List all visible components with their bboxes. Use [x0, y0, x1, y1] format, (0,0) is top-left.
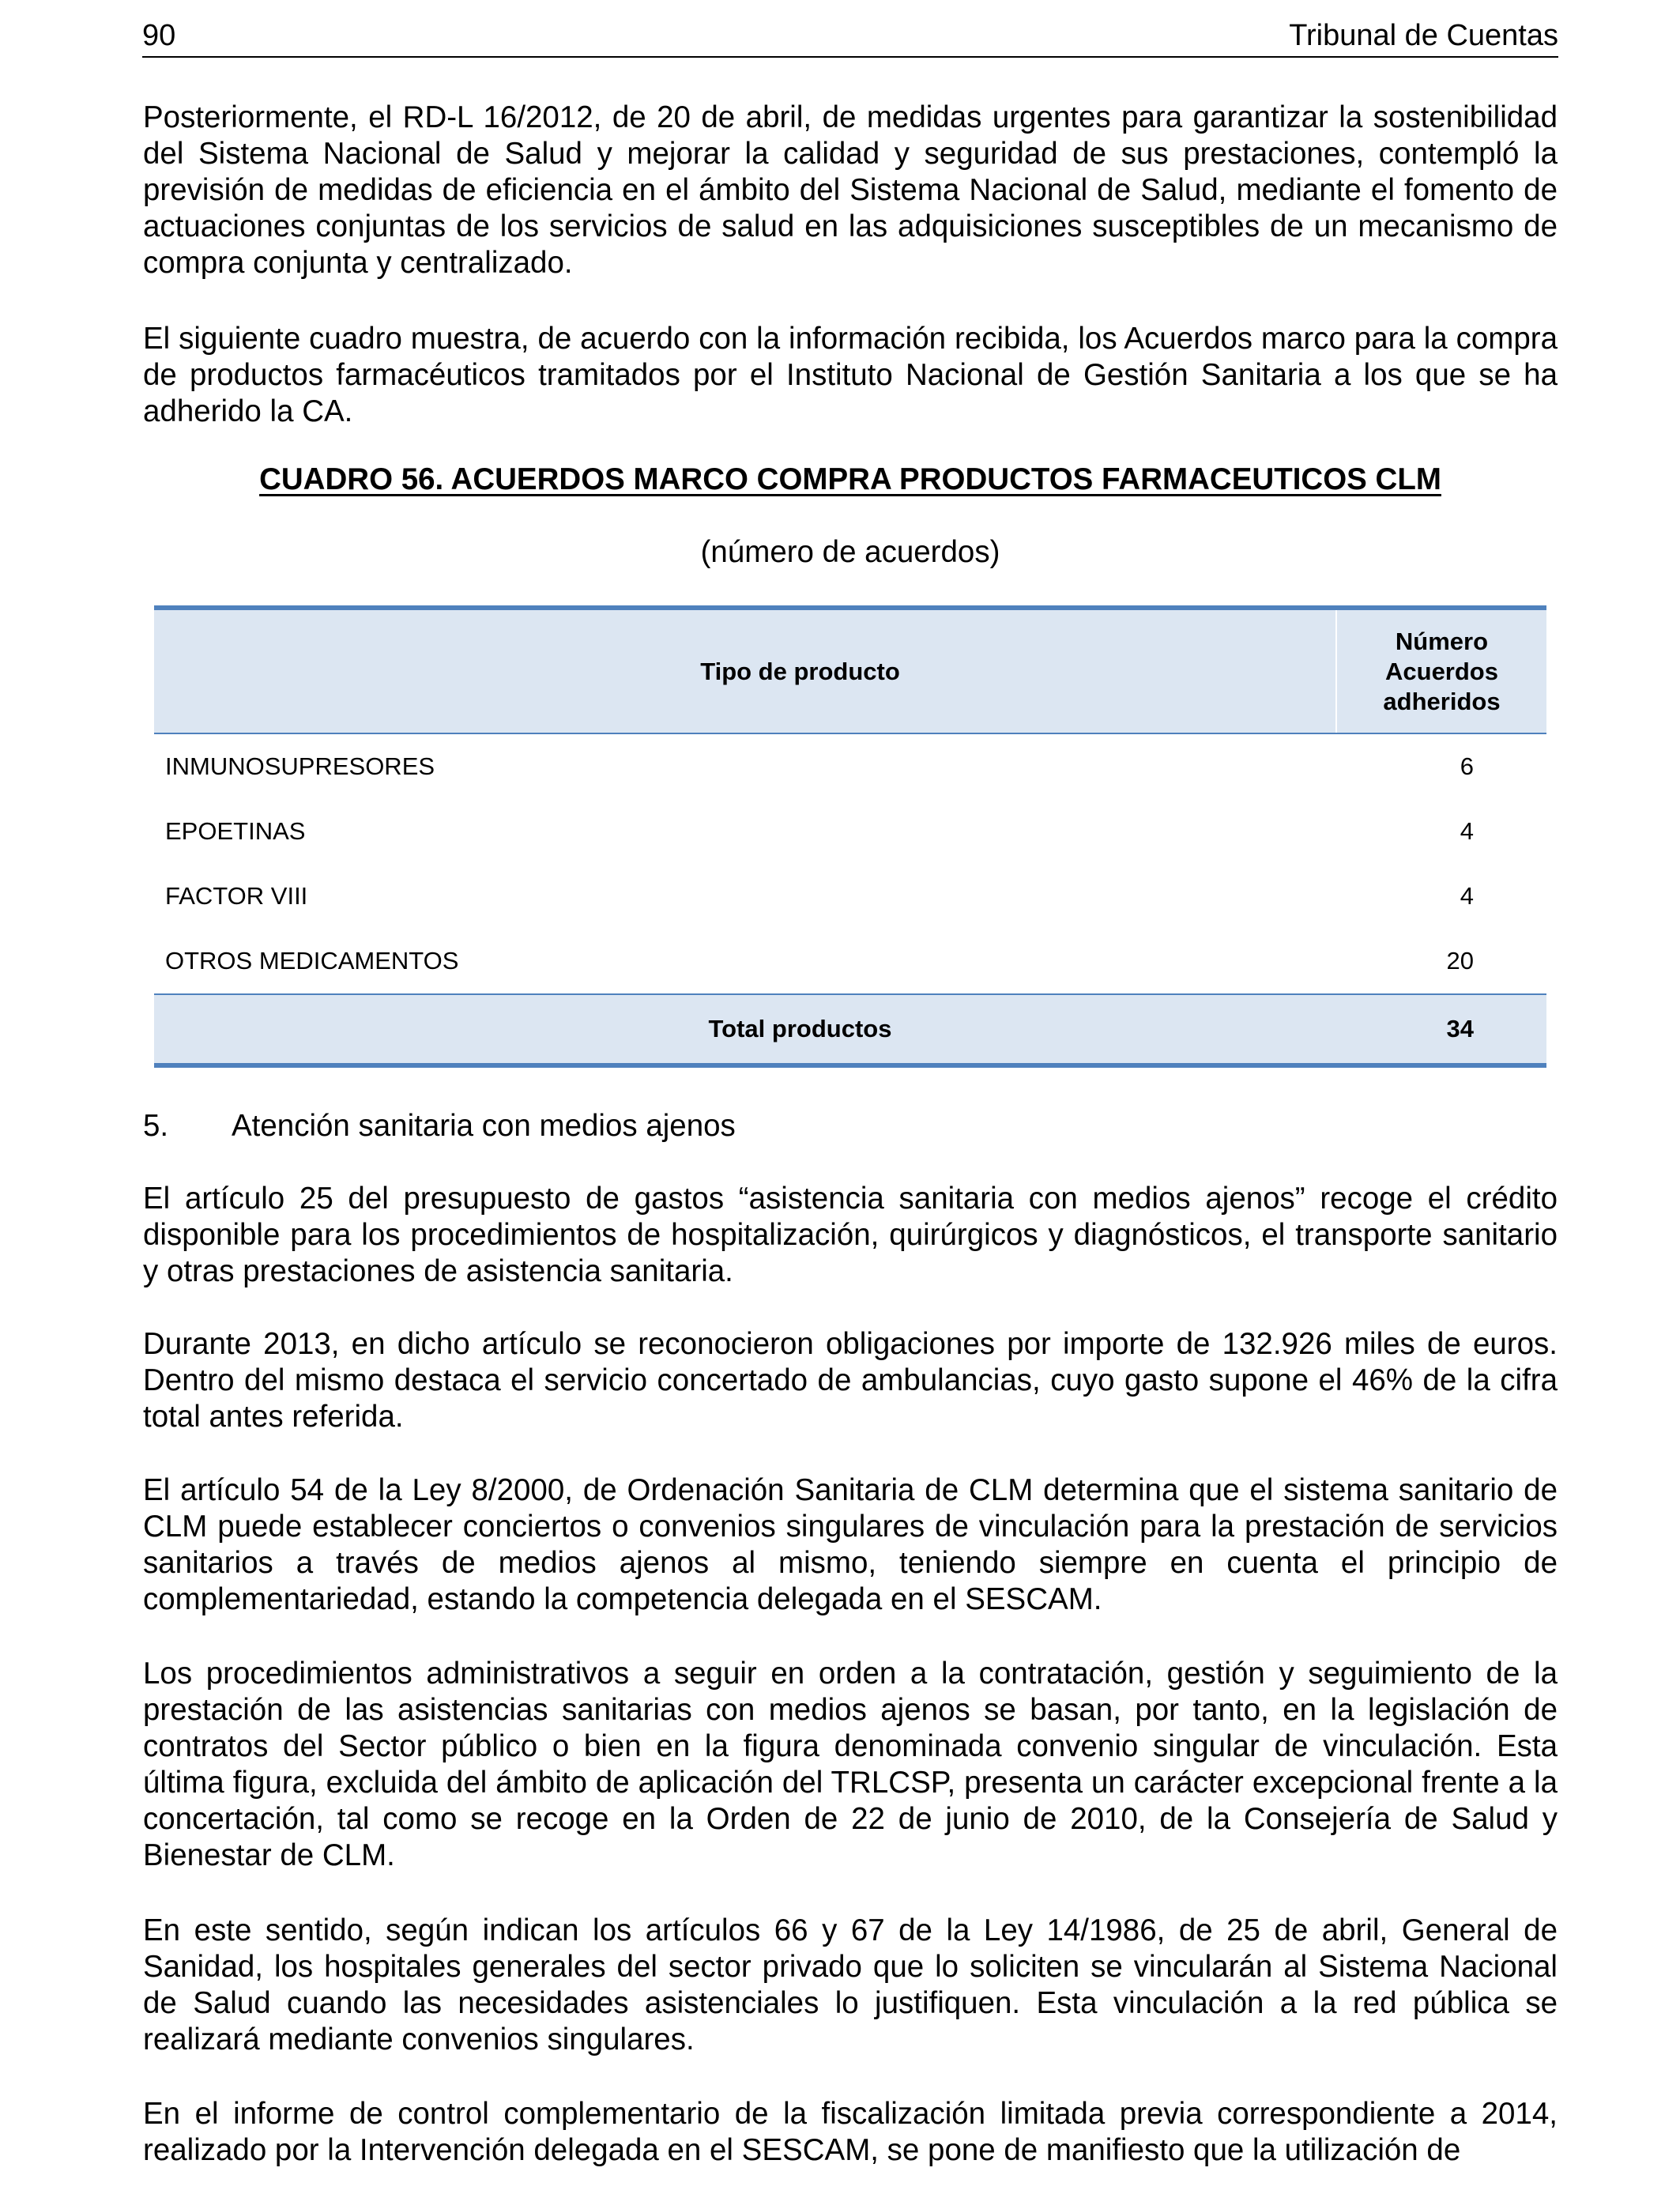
- table-subcaption: (número de acuerdos): [700, 535, 1000, 569]
- paragraph-durante-2013: Durante 2013, en dicho artículo se reconocieron obligaciones por importe de 132.926 miles de euros. Dentro del mismo destaca el servicio concertado de ambulancias, cuyo gasto supone el 46% de la cifra total antes referida.: [143, 1327, 1558, 1434]
- row-count: 20: [1446, 947, 1474, 974]
- table-row: [154, 799, 1546, 864]
- section-title: Atención sanitaria con medios ajenos: [232, 1109, 736, 1143]
- header-numero-acuerdos: [1336, 608, 1546, 733]
- page-number: 90: [142, 19, 176, 52]
- header-numero-line2: Acuerdos: [1385, 657, 1498, 685]
- header-title: Tribunal de Cuentas: [1289, 19, 1558, 52]
- header-numero-line1: Número: [1395, 627, 1489, 655]
- row-count: 4: [1460, 882, 1474, 910]
- header-tipo-producto: Tipo de producto: [154, 608, 1336, 733]
- acuerdos-marco-table: [154, 605, 1546, 1068]
- row-count: 6: [1460, 752, 1474, 780]
- paragraph-informe-control: En el informe de control complementario de la fiscalización limitada previa correspondiente a 2014, realizado por la Intervención delegada en el SESCAM, se pone de manifiesto que la utilización de: [143, 2097, 1558, 2167]
- table-row: [154, 733, 1546, 799]
- table-caption: CUADRO 56. ACUERDOS MARCO COMPRA PRODUCTOS FARMACEUTICOS CLM: [259, 462, 1441, 496]
- row-product: OTROS MEDICAMENTOS: [165, 947, 459, 974]
- page-header: [142, 16, 1558, 55]
- table-row: [154, 864, 1546, 929]
- paragraph-procedimientos: Los procedimientos administrativos a seguir en orden a la contratación, gestión y seguimiento de la prestación de las asistencias sanitarias con medios ajenos se basan, por tanto, en la legislación de contratos del Sector público o bien en la figura denominada convenio singular de vinculación. Esta última figura, excluida del ámbito de aplicación del TRLCSP, presenta un carácter excepcional frente a la concertación, tal como se recoge en la Orden de 22 de junio de 2010, de la Consejería de Salud y Bienestar de CLM.: [143, 1657, 1558, 1872]
- row-product: EPOETINAS: [165, 817, 306, 845]
- total-value: 34: [1336, 994, 1546, 1065]
- paragraph-en-este-sentido: En este sentido, según indican los artículos 66 y 67 de la Ley 14/1986, de 25 de abril, General de Sanidad, los hospitales generales del sector privado que lo soliciten se vincularán al Sistema Nacional de Salud cuando las necesidades asistenciales lo justifiquen. Esta vinculación a la red pública se realizará mediante convenios singulares.: [143, 1913, 1558, 2056]
- table-total-row: [154, 994, 1546, 1065]
- table-row: [154, 929, 1546, 994]
- total-label: Total productos: [154, 994, 1336, 1065]
- header-numero-line3: adheridos: [1383, 687, 1501, 715]
- section-number: 5.: [143, 1109, 169, 1143]
- paragraph-cuadro-intro: El siguiente cuadro muestra, de acuerdo con la información recibida, los Acuerdos marco para la compra de productos farmacéuticos tramitados por el Instituto Nacional de Gestión Sanitaria a los que se ha adherido la CA.: [143, 322, 1558, 428]
- row-product: INMUNOSUPRESORES: [165, 752, 435, 780]
- row-count: 4: [1460, 817, 1474, 845]
- section-heading: [143, 1106, 736, 1146]
- paragraph-articulo-25: El artículo 25 del presupuesto de gastos “asistencia sanitaria con medios ajenos” recoge el crédito disponible para los procedimientos de hospitalización, quirúrgicos y diagnósticos, el transporte sanitario y otras prestaciones de asistencia sanitaria.: [143, 1182, 1558, 1288]
- paragraph-articulo-54: El artículo 54 de la Ley 8/2000, de Ordenación Sanitaria de CLM determina que el sistema sanitario de CLM puede establecer conciertos o convenios singulares de vinculación para la prestación de servicios sanitarios a través de medios ajenos al mismo, teniendo siempre en cuenta el principio de complementariedad, estando la competencia delegada en el SESCAM.: [143, 1473, 1558, 1616]
- row-product: FACTOR VIII: [165, 882, 308, 910]
- data-table: [154, 605, 1546, 1068]
- header-rule: [142, 56, 1558, 58]
- table-header-row: [154, 608, 1546, 733]
- paragraph-rdl-16-2012: Posteriormente, el RD-L 16/2012, de 20 de abril, de medidas urgentes para garantizar la sostenibilidad del Sistema Nacional de Salud y mejorar la calidad y seguridad de sus prestaciones, contempló la previsión de medidas de eficiencia en el ámbito del Sistema Nacional de Salud, mediante el fomento de actuaciones conjuntas de los servicios de salud en las adquisiciones susceptibles de un mecanismo de compra conjunta y centralizado.: [143, 100, 1558, 280]
